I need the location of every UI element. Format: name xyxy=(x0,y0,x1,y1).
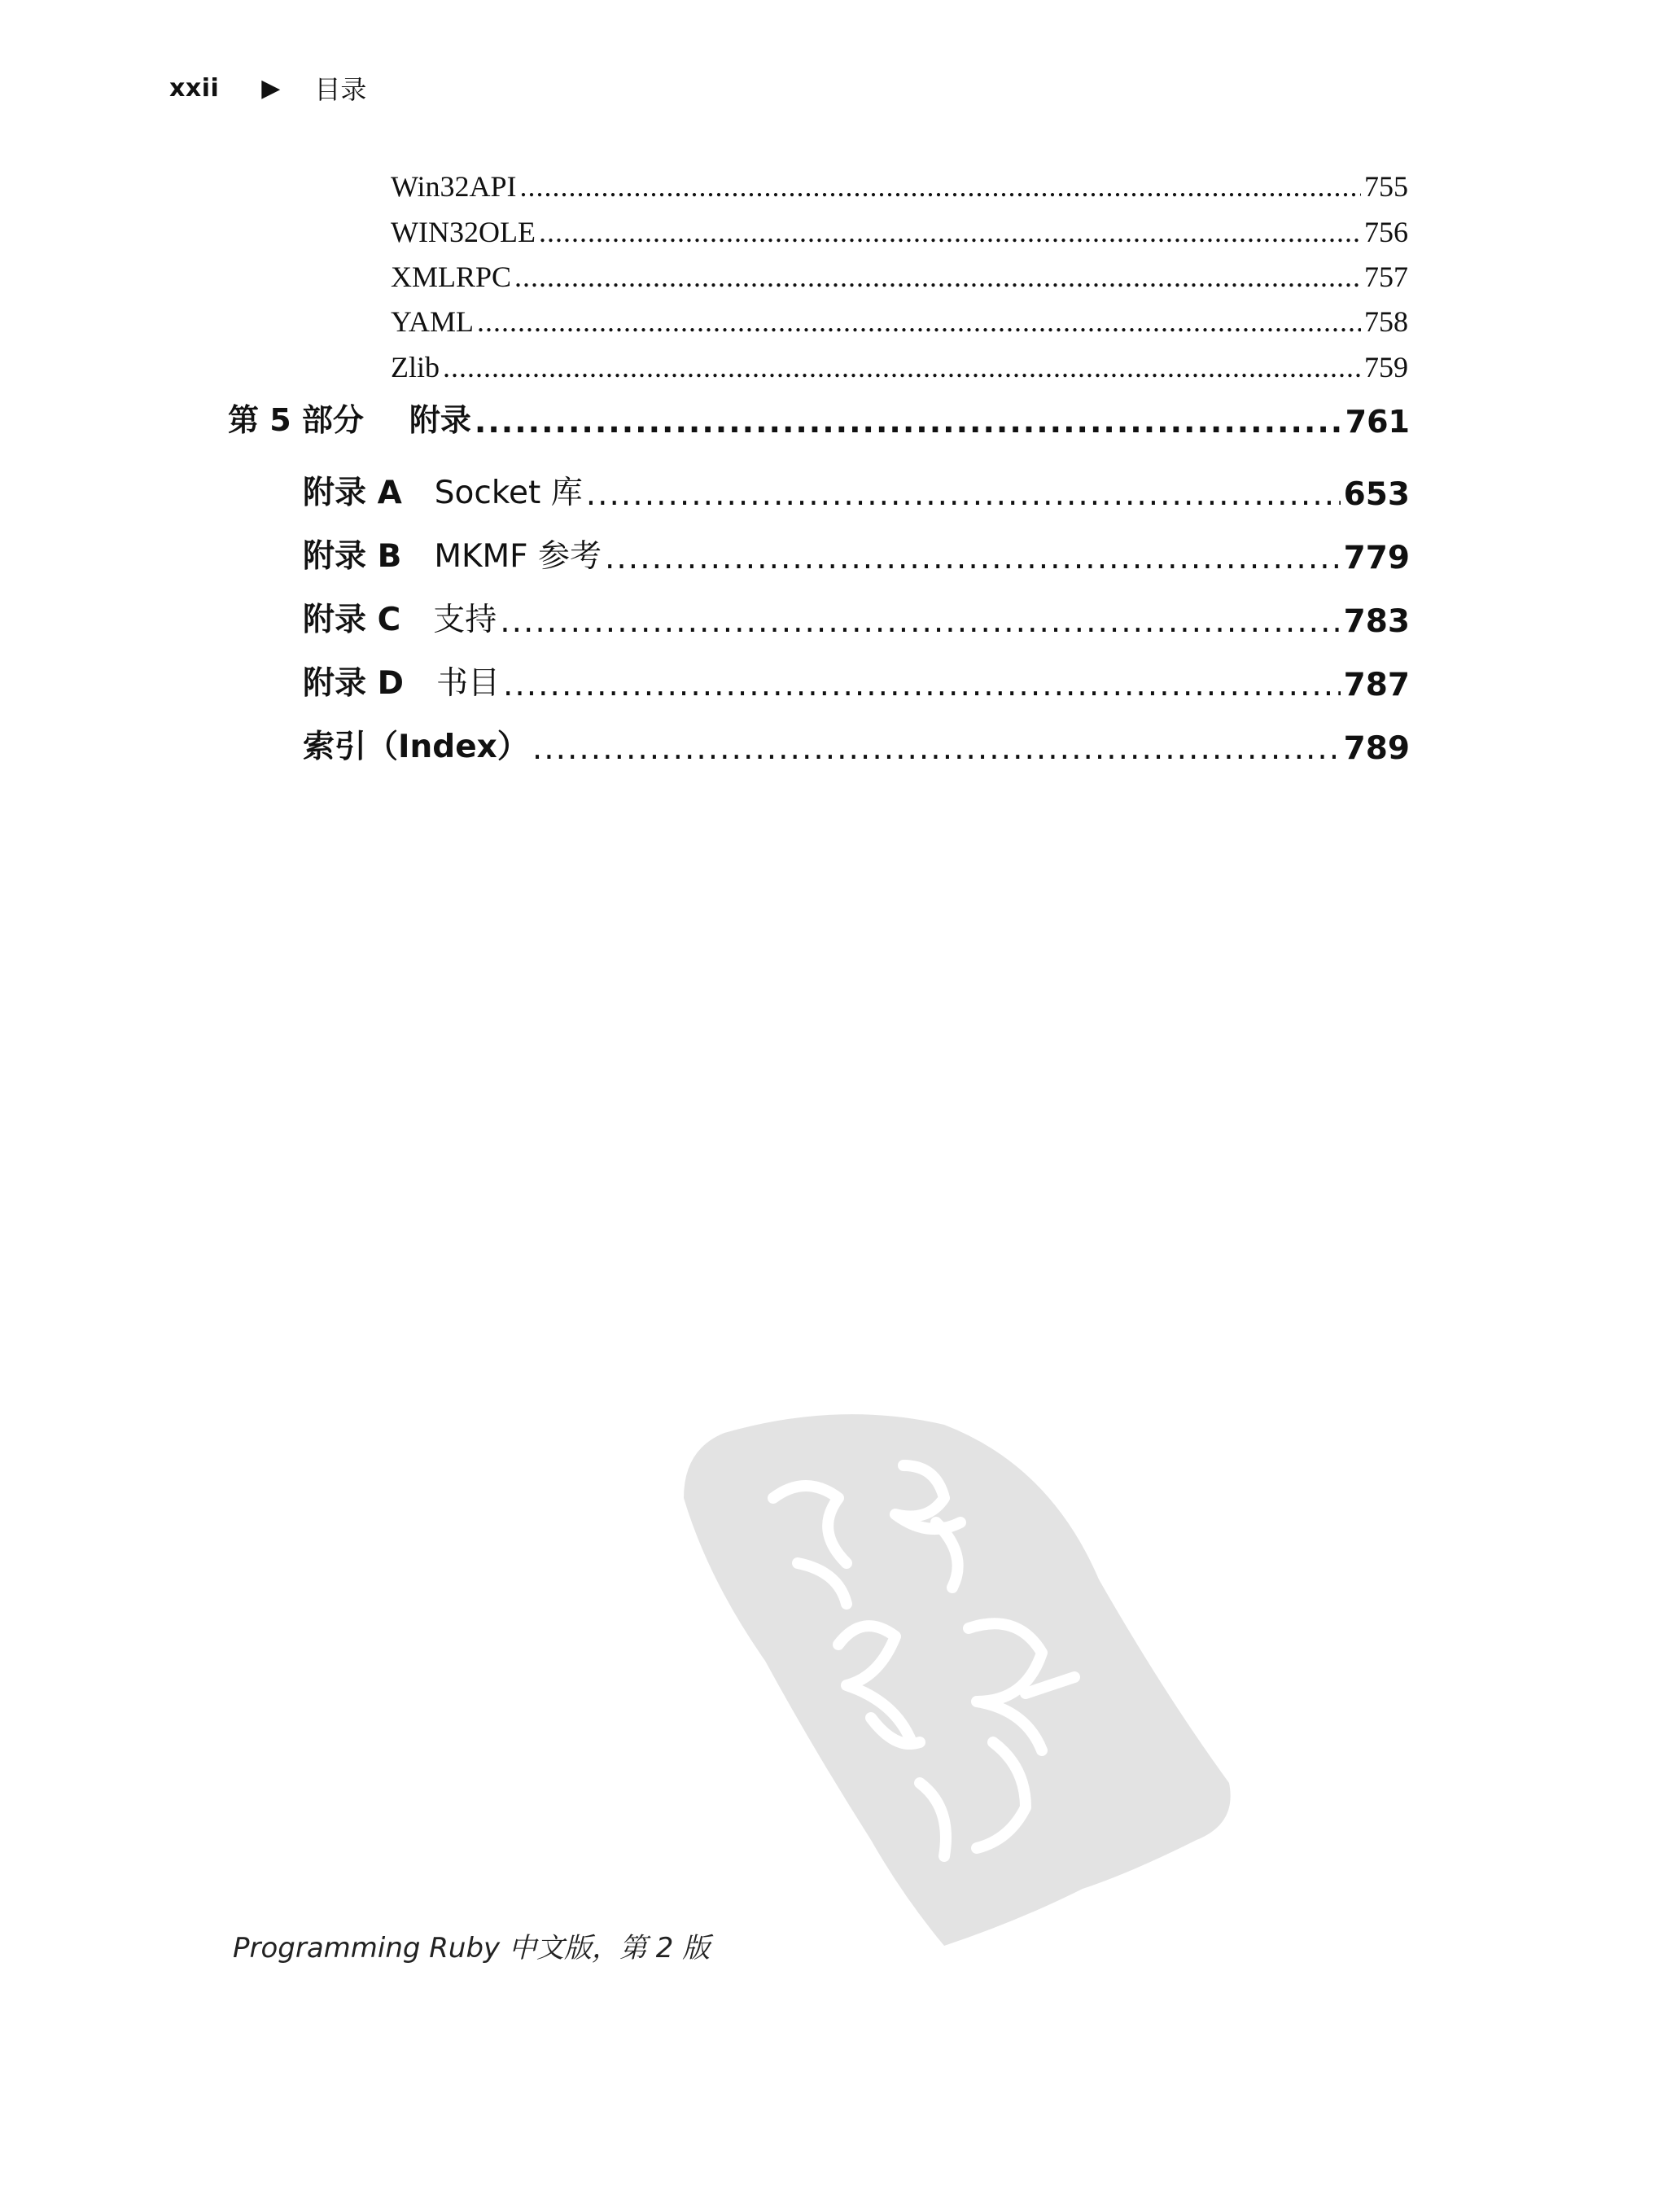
toc-appendix-entry[interactable] xyxy=(303,591,1410,640)
appendix-label: 附录 C xyxy=(303,602,401,638)
dot-leader xyxy=(539,215,1361,249)
toc-entry[interactable] xyxy=(391,255,1408,294)
toc-entry-page: 759 xyxy=(1364,351,1408,383)
toc-entry-page: 755 xyxy=(1364,170,1408,203)
toc-appendix-entry[interactable] xyxy=(303,655,1410,703)
toc-index-entry[interactable] xyxy=(303,718,1410,767)
dot-leader xyxy=(586,476,1341,513)
toc-entry-page: 757 xyxy=(1364,261,1408,293)
toc-entry-page: 756 xyxy=(1364,216,1408,248)
dot-leader xyxy=(477,304,1361,339)
dot-leader xyxy=(605,540,1341,576)
dot-leader xyxy=(520,169,1361,204)
toc-part-page: 761 xyxy=(1345,404,1410,440)
toc-entry-page: 758 xyxy=(1364,305,1408,338)
appendix-title: Socket 库 xyxy=(434,475,583,511)
appendix-label: 附录 B xyxy=(303,538,402,575)
appendix-page: 787 xyxy=(1343,667,1410,703)
appendix-page: 779 xyxy=(1343,540,1410,576)
dot-leader xyxy=(443,350,1361,384)
toc-appendix-entry[interactable] xyxy=(303,528,1410,576)
dot-leader xyxy=(500,603,1340,640)
toc-entry-title: Win32API xyxy=(391,170,517,203)
part-number: 第 5 部分 xyxy=(228,402,364,438)
section-title: 目录 xyxy=(314,74,367,105)
appendix-page: 653 xyxy=(1343,476,1410,513)
toc-entry[interactable] xyxy=(391,210,1408,249)
triangle-right-icon: ▶ xyxy=(261,73,281,103)
page-number: xxii xyxy=(169,73,220,103)
index-title: 索引（Index） xyxy=(303,729,529,765)
toc-entry[interactable] xyxy=(391,345,1408,384)
table-of-contents xyxy=(0,0,1667,814)
appendix-label: 附录 D xyxy=(303,665,404,702)
footer-book-title: Programming Ruby 中文版，第 2 版 xyxy=(233,1932,711,1965)
toc-entry[interactable] xyxy=(391,300,1408,339)
appendix-title: 支持 xyxy=(433,602,497,638)
dot-leader xyxy=(475,404,1342,440)
appendix-page: 783 xyxy=(1343,603,1410,640)
toc-part-entry[interactable] xyxy=(228,394,1410,440)
dot-leader xyxy=(514,260,1361,294)
toc-entry-title: Zlib xyxy=(391,351,440,383)
toc-entry-title: XMLRPC xyxy=(391,261,512,293)
toc-entry-title: WIN32OLE xyxy=(391,216,536,248)
dot-leader xyxy=(503,667,1341,703)
toc-entry-title: YAML xyxy=(391,305,475,338)
toc-entry[interactable] xyxy=(391,164,1408,204)
appendix-label: 附录 A xyxy=(303,475,402,511)
index-page: 789 xyxy=(1343,730,1410,767)
toc-appendix-entry[interactable] xyxy=(303,464,1410,513)
dot-leader xyxy=(532,730,1341,767)
seal-stamp-watermark xyxy=(676,1400,1237,1954)
part-title: 附录 xyxy=(409,402,471,438)
appendix-title: MKMF 参考 xyxy=(434,538,602,575)
appendix-title: 书目 xyxy=(435,665,500,702)
